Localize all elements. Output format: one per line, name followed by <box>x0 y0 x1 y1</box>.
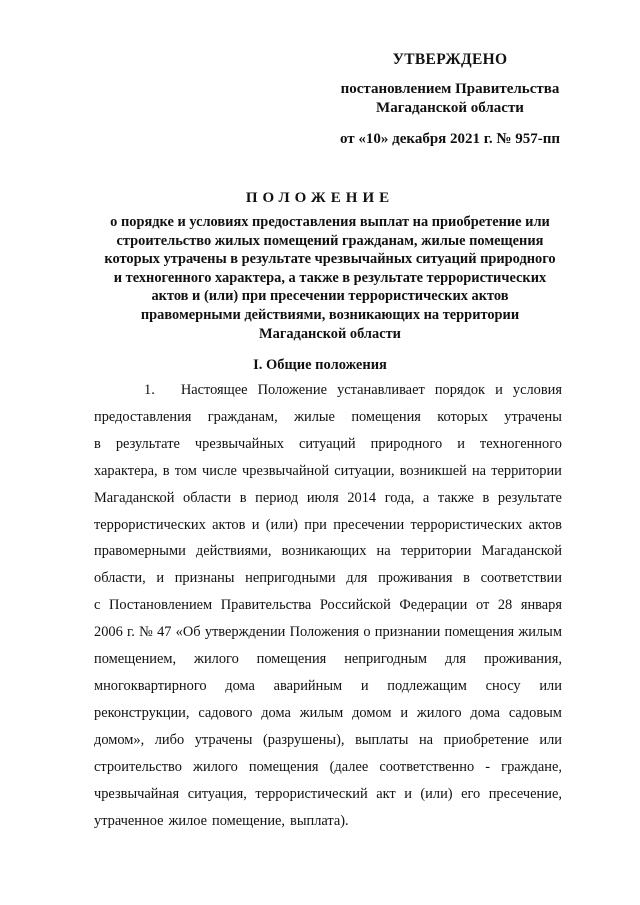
word: о <box>363 624 371 641</box>
word: природного <box>370 435 443 452</box>
word: 47 <box>157 624 172 641</box>
subtitle-line: Магаданской области <box>259 325 401 342</box>
word: территории <box>491 462 562 479</box>
word: № <box>139 624 153 641</box>
word: также <box>437 489 474 506</box>
word: или <box>539 677 562 694</box>
word: граждане, <box>501 758 562 775</box>
word: выплата). <box>290 812 349 829</box>
word: возникшей <box>399 462 467 479</box>
word: либо <box>154 731 185 748</box>
paragraph-line <box>94 512 562 539</box>
word: домом <box>352 704 392 721</box>
word: от <box>475 597 490 614</box>
word: в <box>94 435 101 452</box>
word: числе <box>202 462 237 479</box>
word: непригодными <box>245 570 336 587</box>
subtitle-line: о порядке и условиях предоставления выплат на приобретение или <box>110 214 550 230</box>
word: дома <box>261 704 291 721</box>
word: том <box>174 462 197 479</box>
word: чрезвычайная <box>94 785 180 802</box>
paragraph-line <box>94 700 562 727</box>
word: в <box>463 570 470 587</box>
word: предоставления <box>94 408 192 425</box>
word: чрезвычайных <box>194 435 284 452</box>
word: жилым <box>299 704 344 721</box>
approval-stamp: УТВЕРЖДЕНО <box>392 51 508 68</box>
word: домом», <box>94 731 145 748</box>
word: (или) <box>420 785 453 802</box>
word: аварийным <box>273 677 343 694</box>
word: жилые <box>294 408 335 425</box>
word: порядок <box>434 382 486 398</box>
word: 2006 <box>94 624 123 641</box>
word: в <box>239 489 247 506</box>
word: области <box>183 489 232 506</box>
word: и <box>457 435 465 452</box>
paragraph-line <box>94 619 562 646</box>
word: устанавливает <box>337 382 425 398</box>
subtitle-line: которых утрачены в результате чрезвычайных ситуаций природного <box>104 251 556 268</box>
approval-line-1: постановлением Правительства <box>340 81 560 97</box>
word: при <box>304 516 327 533</box>
subtitle-line: правомерными действиями, возникающих на территории <box>140 306 520 323</box>
word: выплаты <box>355 731 409 748</box>
paragraph-line <box>94 404 562 431</box>
paragraph-line <box>94 485 562 512</box>
word: помещение, <box>212 812 286 829</box>
word: утрачены <box>194 731 253 748</box>
word: которых <box>437 408 488 425</box>
word: помещения <box>444 624 515 641</box>
word: ситуация, <box>187 785 247 802</box>
word: террористический <box>255 785 368 802</box>
paragraph-line <box>94 727 562 754</box>
word: результате <box>497 489 562 506</box>
word: его <box>461 785 481 802</box>
word: на <box>471 462 487 479</box>
word: сносу <box>485 677 521 694</box>
approval-line-2: Магаданской области <box>376 100 524 116</box>
word: садовым <box>508 704 562 721</box>
word: многоквартирного <box>94 677 207 694</box>
word: 1. <box>144 382 155 398</box>
word: утрачены <box>504 408 562 425</box>
paragraph-line <box>94 754 562 781</box>
word: террористических <box>94 516 206 533</box>
approval-date: от «10» декабря 2021 г. № 957-пп <box>339 131 560 147</box>
word: (разрушены), <box>262 731 345 748</box>
word: Российской <box>319 597 391 614</box>
word: приобретение <box>443 731 529 748</box>
word: подлежащим <box>387 677 467 694</box>
word: помещения <box>351 408 421 425</box>
word: действиями, <box>195 543 272 560</box>
word: строительство <box>94 758 182 775</box>
word: утраченное <box>94 812 164 829</box>
word: Положения <box>289 624 360 641</box>
word: садового <box>198 704 253 721</box>
word: реконструкции, <box>94 704 190 721</box>
paragraph-line <box>94 592 562 619</box>
word: на <box>376 543 391 560</box>
approval-block <box>300 50 600 149</box>
word: Федерации <box>399 597 468 614</box>
paragraph-line <box>94 781 562 808</box>
word: гражданам, <box>207 408 278 425</box>
word: утверждении <box>204 624 286 641</box>
word: актов <box>528 516 562 533</box>
word: жилого <box>194 651 239 668</box>
word: и <box>360 677 369 694</box>
word: жилого <box>193 758 238 775</box>
word: территории <box>400 543 472 560</box>
word: для <box>444 651 467 668</box>
word: и <box>251 516 260 533</box>
paragraph-1 <box>94 377 562 834</box>
word: на <box>418 731 434 748</box>
word: проживания, <box>483 651 562 668</box>
paragraph-line <box>94 808 562 835</box>
paragraph-line <box>94 431 562 458</box>
word: возникающих <box>281 543 367 560</box>
word: июля <box>306 489 339 506</box>
word: с <box>94 597 101 614</box>
word: техногенного <box>479 435 562 452</box>
word: а <box>422 489 430 506</box>
word: период <box>255 489 299 506</box>
paragraph-line <box>94 673 562 700</box>
word: «Об <box>175 624 201 641</box>
word: помещением, <box>94 651 177 668</box>
word: признаны <box>174 570 235 587</box>
paragraph-line <box>94 565 562 592</box>
paragraph-line <box>94 646 562 673</box>
word: января <box>520 597 562 614</box>
word: соответственно <box>379 758 475 775</box>
word: Настоящее <box>180 382 248 398</box>
document-subtitle <box>100 213 560 343</box>
section-heading: I. Общие положения <box>253 357 387 373</box>
word: пресечении <box>333 516 405 533</box>
paragraph-line <box>94 538 562 565</box>
subtitle-line: строительство жилых помещений гражданам, жилые помещения <box>116 232 544 249</box>
word: дома <box>225 677 255 694</box>
word: в <box>482 489 490 506</box>
word: Правительства <box>220 597 312 614</box>
word: Магаданской <box>481 543 562 560</box>
word: ситуаций <box>298 435 356 452</box>
word: года, <box>384 489 415 506</box>
word: (далее <box>329 758 369 775</box>
word: 28 <box>497 597 513 614</box>
word: г. <box>127 624 135 641</box>
word: или <box>539 731 562 748</box>
word: 2014 <box>347 489 377 506</box>
word: жилое <box>168 812 208 829</box>
word: актов <box>212 516 246 533</box>
subtitle-line: актов и (или) при пресечении террористических актов <box>151 288 509 305</box>
word: Положение <box>257 382 327 398</box>
word: непригодным <box>344 651 427 668</box>
word: помещения <box>248 758 319 775</box>
word: террористических <box>410 516 523 533</box>
word: пресечение, <box>488 785 562 802</box>
word: жилым <box>518 624 562 641</box>
document-title: ПОЛОЖЕНИЕ <box>245 190 395 206</box>
word: Постановлением <box>108 597 213 614</box>
word: проживания <box>378 570 453 587</box>
word: соответствии <box>480 570 562 587</box>
word: правомерными <box>94 543 186 560</box>
word: для <box>346 570 368 587</box>
word: и <box>404 785 412 802</box>
word: и <box>495 382 503 398</box>
word: условия <box>512 382 562 398</box>
word: области, <box>94 570 146 587</box>
paragraph-line <box>94 377 562 404</box>
word: и <box>156 570 165 587</box>
word: характера, <box>94 462 158 479</box>
word: (или) <box>265 516 298 533</box>
word: акт <box>376 785 396 802</box>
word: и <box>400 704 409 721</box>
word: признании <box>374 624 441 641</box>
word: жилого <box>416 704 462 721</box>
word: чрезвычайной <box>242 462 330 479</box>
subtitle-line: и техногенного характера, а также в результате террористических <box>113 269 547 286</box>
word: Магаданской <box>94 489 175 506</box>
word: результате <box>115 435 180 452</box>
paragraph-line <box>94 458 562 485</box>
word: помещения <box>256 651 327 668</box>
word: - <box>485 758 491 775</box>
word: дома <box>470 704 501 721</box>
word: в <box>162 462 170 479</box>
word: ситуации, <box>334 462 395 479</box>
